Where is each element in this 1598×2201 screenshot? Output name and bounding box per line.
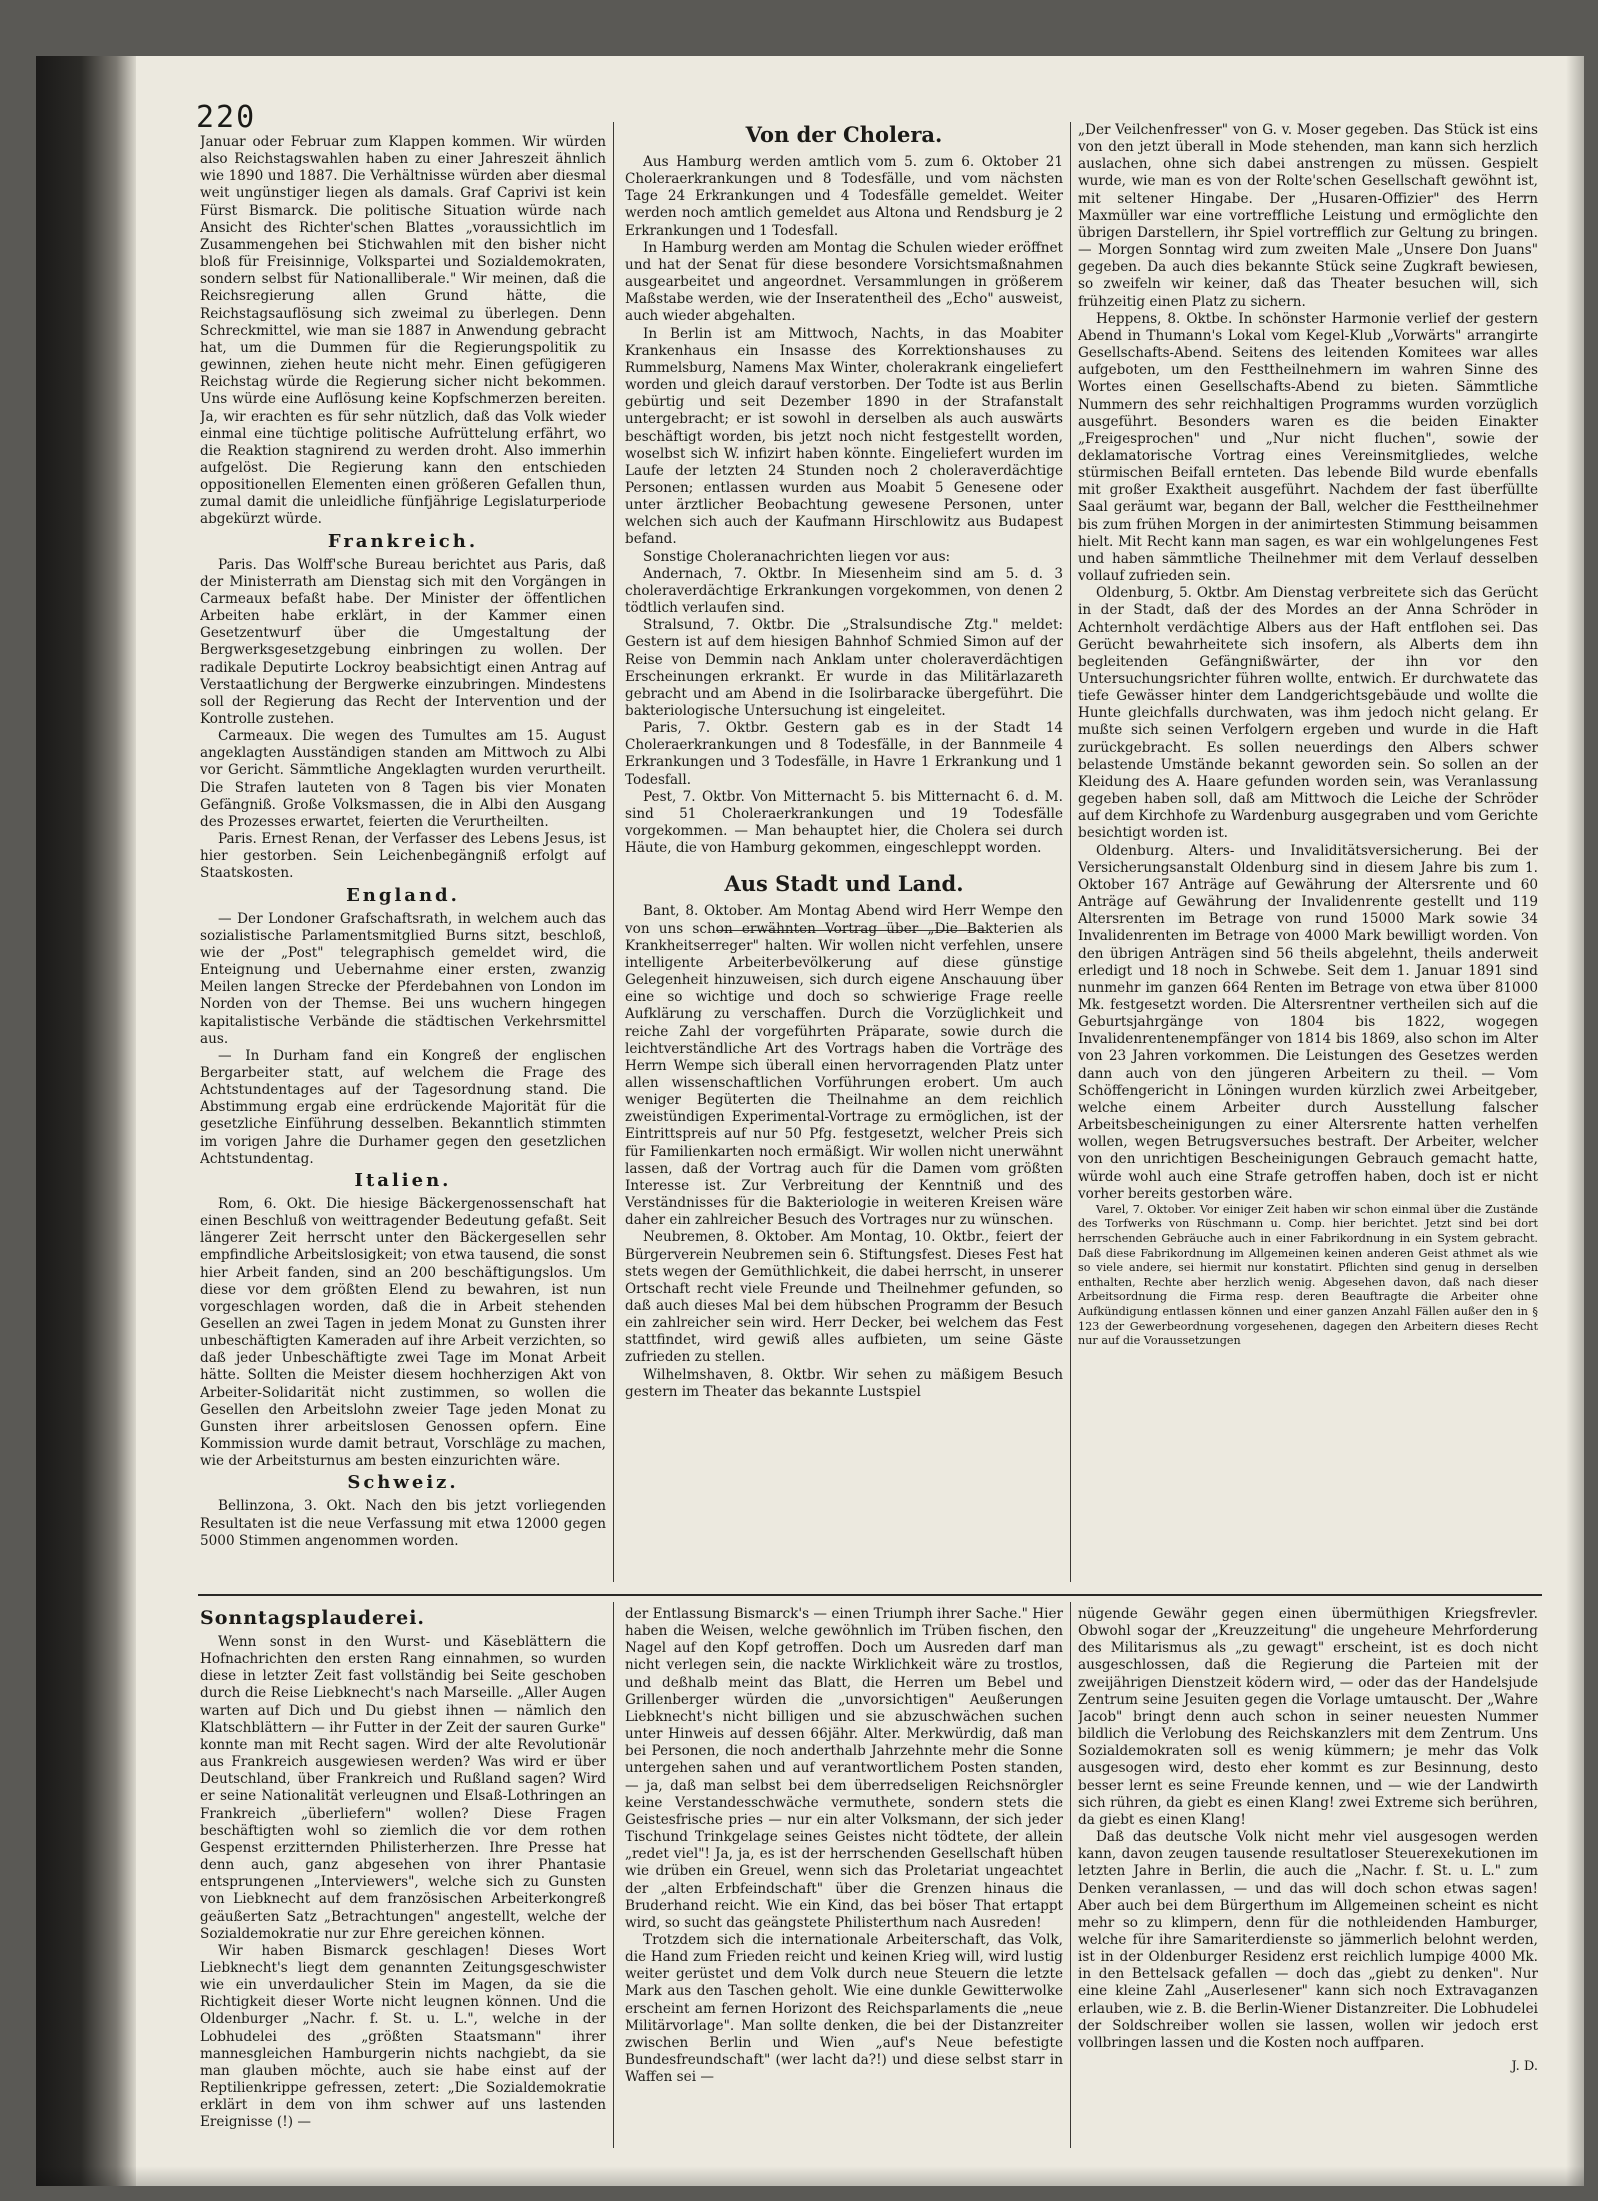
cholera-paris: Paris, 7. Oktbr. Gestern gab es in der Stadt 14 Choleraerkrankungen und 8 Todesfälle, in der Bannmeile 4 Erkrankungen und 3 Todesfälle, in Havre 1 Erkrankung und 1 Todesfall.: [625, 720, 1063, 788]
feuilleton-paragraph-3: der Entlassung Bismarck's — einen Triumph ihrer Sache." Hier haben die Weisen, welche gewöhnlich im Trüben fischen, den Nagel auf den Kopf getroffen. Doch um Ausreden darf man nicht verlegen sein, die nackte Wirklichkeit wäre zu trostlos, und deßhalb meint das Blatt, die Herren um Bebel und Grillenberger würden die „unvorsichtigen" Aeußerungen Liebknecht's nicht billigen und sie abzuschwächen suchen unter Hinweis auf dessen 66jähr. Alter. Merkwürdig, daß man bei Personen, die noch anderthalb Jahrzehnte mehr die Sonne untergehen sahen und auf verantwortlichem Posten standen, — ja, daß man selbst bei dem überredseligen Reichsnörgler keine Verstandesschwäche vermuthete, sondern stets die Geistesfrische pries — nur ein alter Volksmann, der sich jeder Tischund Trinkgelage seines Geistes nicht tödtete, der allein „redet viel"! Ja, ja, es ist der herrschenden Gesellschaft hüben wie drüben ein Greuel, wenn sich das Proletariat ungeachtet der „alten Erbfeindschaft" über die Grenzen hinaus die Bruderhand reicht. Wie ein Kind, das bei böser That ertappt wird, so sucht das geängstete Philisterthum nach Ausreden!: [625, 1606, 1063, 1931]
local-bant: Bant, 8. Oktober. Am Montag Abend wird Herr Wempe den von uns schon erwähnten Vortrag über „Die Bakterien als Krankheitserreger" halten. Wir wollen nicht verfehlen, unsere intelligente Arbeiterbevölkerung auf diese günstige Gelegenheit hinzuweisen, sich durch eigene Anschauung über eine so wichtige und doch so schwierige Frage reelle Aufklärung zu verschaffen. Durch die Vorzüglichkeit und reiche Zahl der vorgeführten Präparate, sowie durch die leichtverständliche Art des Vortrags haben die Vorträge des Herrn Wempe sich überall einen hervorragenden Platz unter allen wissenschaftlichen Vorführungen erobert. Um auch weniger Begüterten die Theilnahme an dem reichlich zweistündigen Experimental-Vortrage zu ermöglichen, ist der Eintrittspreis auf nur 50 Pfg. festgesetzt, welcher Preis sich für Familienkarten noch ermäßigt. Wir wollen nicht unerwähnt lassen, daß der Vortrag auch für die Damen vom größten Interesse ist. Zur Verbreitung der Kenntniß und des Verständnisses für die Bakteriologie in weiteren Kreisen wäre daher ein zahlreicher Besuch des Vortrages nur zu wünschen.: [625, 903, 1063, 1229]
page-number: 220: [196, 100, 257, 135]
article-lead-paragraph: Januar oder Februar zum Klappen kommen. Wir würden also Reichstagswahlen haben zu einer Jahreszeit ähnlich wie 1890 und 1887. Die Verhältnisse würden aber diesmal weit ungünstiger liegen als damals. Graf Caprivi ist kein Fürst Bismarck. Die politische Situation würde nach Ansicht des Richter'schen Blattes „voraussichtlich im Zusammengehen bei Stichwahlen mit den bisher nicht bloß für Freisinnige, Volkspartei und Sozialdemokraten, sondern selbst für Nationalliberale." Wir meinen, daß die Reichsregierung allen Grund hätte, die Reichstagsauflösung sich zweimal zu überlegen. Denn Schreckmittel, wie man sie 1887 in Anwendung gebracht hat, um die Dummen für die Regierungspolitik zu gewinnen, ziehen heute nicht mehr. Einen gefügigeren Reichstag würde die Regierung sicher nicht bekommen. Uns würde eine Auflösung keine Kopfschmerzen bereiten. Ja, wir erachten es für sehr nützlich, daß das Volk wieder einmal eine tüchtige politische Aufrüttelung erfährt, wo die Reaktion stagnirend zu werden droht. Also immerhin aufgelöst. Die Regierung kann den entschieden oppositionellen Elementen einen größeren Gefallen thun, zumal damit die unleidliche fünfjährige Legislaturperiode abgekürzt würde.: [200, 134, 606, 528]
column-rule-3: [613, 1602, 614, 2148]
news-england-1: — Der Londoner Grafschaftsrath, in welchem auch das sozialistische Parlamentsmitglied Burns sitzt, beschloß, wie der „Post" telegraphisch gemeldet wird, die Enteignung und Uebernahme einer ersten, zwanzig Meilen langen Strecke der Pferdebahnen von London im Norden von der Themse. Bei uns wuchern hingegen kapitalistische Verbände die städtischen Verkehrsmittel aus.: [200, 910, 606, 1047]
cholera-berlin: In Berlin ist am Mittwoch, Nachts, in das Moabiter Krankenhaus ein Insasse des Korrektionshauses zu Rummelsburg, Namens Max Winter, cholerakrank eingeliefert worden und gleich darauf verstorben. Der Todte ist aus Berlin gebürtig und seit Dezember 1890 in der Strafanstalt untergebracht; er ist sowohl in derselben als auch auswärts beschäftigt worden, bis jetzt noch nicht festgestellt worden, woselbst sich W. infizirt haben könnte. Eingeliefert wurden im Laufe der letzten 24 Stunden noch 2 choleraverdächtige Personen; entlassen wurden aus Moabit 5 Genesene oder unter ärztlicher Beobachtung gewesene Personen, unter welchen sich auch der Kaufmann Hirschlowitz aus Budapest befand.: [625, 325, 1063, 548]
heading-sonntagsplauderei: Sonntagsplauderei.: [200, 1607, 426, 1629]
news-paris-2: Paris. Ernest Renan, der Verfasser des Lebens Jesus, ist hier gestorben. Sein Leichenbegängniß erfolgt auf Staatskosten.: [200, 831, 606, 882]
local-theater-continued: „Der Veilchenfresser" von G. v. Moser gegeben. Das Stück ist eins von den jetzt überall in Mode stehenden, man kann sich herzlich auslachen, ohne sich dabei anstrengen zu müssen. Gespielt wurde, wie man es von der Rolte'schen Gesellschaft gewöhnt ist, mit seltener Hingabe. Der „Husaren-Offizier" des Herrn Maxmüller war eine vortreffliche Leistung und ermöglichte den übrigen Darstellern, ihr Spiel vortrefflich zur Geltung zu bringen. — Morgen Sonntag wird zum zweiten Male „Unsere Don Juans" gegeben. Da auch dies bekannte Stück seine Zugkraft bewiesen, so zweifeln wir keiner, daß das Theater besuchen will, sich frühzeitig einen Platz zu sichern.: [1078, 122, 1538, 310]
local-oldenburg-insurance: Oldenburg. Alters- und Invaliditätsversicherung. Bei der Versicherungsanstalt Oldenburg sind in diesem Jahre bis zum 1. Oktober 167 Anträge auf Gewährung der Altersrente und 60 Anträge auf Gewährung der Invalidenrente gestellt und 119 Altersrenten im Betrage von rund 15000 Mark sowie 34 Invalidenrenten im Betrage von 4000 Mark bewilligt worden. Von den übrigen Anträgen sind 56 theils abgelehnt, theils anderweit erledigt und 18 noch in Schwebe. Seit dem 1. Januar 1891 sind nunmehr im ganzen 664 Renten im Betrage von etwa über 81000 Mk. festgesetzt worden. Die Altersrentner vertheilen sich auf die Geburtsjahrgänge von 1804 bis 1822, wogegen Invalidenrentenempfänger von 1814 bis 1869, also schon im Alter von 23 Jahren vorkommen. Die Leistungen des Gesetzes werden dann auch von den jüngeren Arbeitern zu theil. — Vom Schöffengericht in Löningen wurden kürzlich zwei Arbeitgeber, welche einem Arbeiter durch Ausstellung falscher Arbeitsbescheinigungen zu einer Altersrente hatten verhelfen wollen, wegen Betrugsversuches bestraft. Der Arbeiter, welcher von den unrichtigen Bescheinigungen Gebrauch gemacht hatte, würde wohl auch eine Strafe getroffen haben, doch ist er nicht vorher bereits gestorben wäre.: [1078, 842, 1538, 1202]
local-wilhelmshaven: Wilhelmshaven, 8. Oktbr. Wir sehen zu mäßigem Besuch gestern im Theater das bekannte Lustspiel: [625, 1366, 1063, 1400]
feuilleton-paragraph-6: Daß das deutsche Volk nicht mehr viel ausgesogen werden kann, davon zeugen tausende resultatloser Steuerexekutionen im letzten Jahre in Berlin, die auch die „Nachr. f. St. u. L." zum Denken veranlassen, — und das will doch schon etwas sagen! Aber auch bei dem Bürgerthum im Allgemeinen scheint es nicht mehr so zu klimpern, denn für die nothleidenden Hamburger, welche für ihre Samariterdienste so jämmerlich belohnt werden, ist in der Oldenburger Residenz erst reichlich lumpige 4000 Mk. in den Bettelsack gefallen — doch das „giebt zu denken". Nur eine kleine Zahl „Auserlesener" kann sich noch Extravaganzen erlauben, wie z. B. die Berlin-Wiener Distanzreiter. Die Lobhudelei der Soldschreiber wollen sie lassen, wollen wir jedoch erst vollbringen lassen und die Kosten noch auffparen.: [1078, 1829, 1538, 2051]
heading-italien: Italien.: [354, 1169, 452, 1191]
book-spine-shadow: [36, 56, 136, 2186]
feuilleton-col-2: [625, 1606, 1063, 2146]
heading-schweiz: Schweiz.: [347, 1472, 459, 1494]
feuilleton-separator: [198, 1594, 1542, 1596]
news-carmeaux: Carmeaux. Die wegen des Tumultes am 15. August angeklagten Ausständigen standen am Mittwoch zu Albi vor Gericht. Sämmtliche Angeklagten wurden verurtheilt. Die Strafen lauteten von 8 Tagen bis vier Monaten Gefängniß. Große Volksmassen, die in Albi den Ausgang des Prozesses erwartet, feierten die Verurtheilten.: [200, 728, 606, 830]
newspaper-page: [36, 56, 1584, 2186]
author-signature: J. D.: [1511, 2059, 1538, 2075]
local-varel: Varel, 7. Oktober. Vor einiger Zeit haben wir schon einmal über die Zustände des Torfwerks von Rüschmann u. Comp. hier berichtet. Jetzt sind bei dort herrschenden Gebräuche auch in einer Fabrikordnung in ein System gebracht. Daß diese Fabrikordnung im Allgemeinen keinen anderen Geist athmet als wie so viele andere, sei hiermit nur konstatirt. Pflichten sind genug in derselben enthalten, Rechte aber herzlich wenig. Abgesehen davon, daß nach dieser Arbeitsordnung die Firma resp. deren Beauftragte die Arbeiter ohne Aufkündigung entlassen können und einer ganzen Anzahl Fällen außer den in § 123 der Gewerbeordnung vorgesehenen, dagegen den Arbeitern dieses Recht nur auf die Voraussetzungen: [1078, 1202, 1538, 1348]
heading-cholera: Von der Cholera.: [745, 122, 943, 147]
column-middle: [625, 122, 1063, 1586]
cholera-hamburg: Aus Hamburg werden amtlich vom 5. zum 6. Oktober 21 Choleraerkrankungen und 8 Todesfälle, und vom nächsten Tage 24 Erkrankungen und 4 Todesfälle gemeldet. Weiter werden noch amtlich gemeldet aus Altona und Rendsburg je 2 Erkrankungen und 1 Todesfall.: [625, 154, 1063, 239]
cholera-schools: In Hamburg werden am Montag die Schulen wieder eröffnet und hat der Senat für diese besondere Vorsichtsmaßnahmen ausgearbeitet und angeordnet. Versammlungen in größerem Maßstabe werden, wie der Inseratentheil des „Echo" ausweist, auch wieder abgehalten.: [625, 239, 1063, 325]
news-bellinzona: Bellinzona, 3. Okt. Nach den bis jetzt vorliegenden Resultaten ist die neue Verfassung mit etwa 12000 gegen 5000 Stimmen angenommen worden.: [200, 1498, 606, 1549]
news-rom: Rom, 6. Okt. Die hiesige Bäckergenossenschaft hat einen Beschluß von weittragender Bedeutung gefaßt. Seit längerer Zeit herrscht unter den Bäckergesellen sehr empfindliche Arbeitslosigkeit; von etwa tausend, die sonst hier Arbeit fanden, sind an 200 beschäftigungslos. Um diese vor dem größten Elend zu bewahren, ist nun vorgeschlagen worden, daß die in Arbeit stehenden Gesellen an zwei Tagen in jedem Monat zu Gunsten ihrer unbeschäftigten Kameraden auf ihre Arbeit verzichten, so daß jeder Unbeschäftigte zwei Tage im Monat Arbeit hätte. Sollten die Meister diesem hochherzigen Akt von Arbeiter-Solidarität nicht zustimmen, so wollen die Gesellen den Arbeitslohn zweier Tage jeden Monat zu Gunsten ihrer arbeitslosen Genossen opfern. Eine Kommission wurde damit betraut, Vorschläge zu machen, wie der Arbeitsturnus am besten einzurichten wäre.: [200, 1195, 606, 1470]
cholera-stralsund: Stralsund, 7. Oktbr. Die „Stralsundische Ztg." meldet: Gestern ist auf dem hiesigen Bahnhof Schmied Simon auf der Reise von Demmin nach Anklam unter choleraverdächtigen Erscheinungen erkrankt. Er wurde in das Militärlazareth gebracht und am Abend in die Isolirbaracke übergeführt. Die bakteriologische Untersuchung ist eingeleitet.: [625, 617, 1063, 719]
local-oldenburg-albers: Oldenburg, 5. Oktbr. Am Dienstag verbreitete sich das Gerücht in der Stadt, daß der des Mordes an der Anna Schröder in Achternholt verdächtige Albers aus der Haft entflohen sei. Das Gerücht bewahrheitete sich insofern, als Alberts dem ihn begleitenden Gefängnißwärter, der ihn vor den Untersuchungsrichter führen wollte, entwich. Er durchwatete das tiefe Gewässer hinter dem Landgerichtsgebäude und wollte die Hunte gleichfalls durchwaten, was ihm jedoch nicht gelang. Er mußte sich seinen Verfolgern ergeben und wurde in die Haft zurückgebracht. Es sollen neuerdings den Albers schwer belastende Umstände bekannt geworden sein. So sollen an der Kleidung des A. Haare gefunden worden sein, was Veranlassung gegeben haben soll, daß am Mittwoch die Leiche der Schröder auf dem Kirchhofe zu Wardenburg ausgegraben und vom Gerichte besichtigt worden ist.: [1078, 585, 1538, 842]
news-paris-1: Paris. Das Wolff'sche Bureau berichtet aus Paris, daß der Ministerrath am Dienstag sich mit den Vorgängen in Carmeaux befaßt habe. Der Minister der öffentlichen Arbeiten habe erklärt, in der Kammer einen Gesetzentwurf über die Umgestaltung der Bergwerksgesetzgebung einbringen zu wollen. Der radikale Deputirte Lockroy beabsichtigt einen Antrag auf Verstaatlichung der Bergwerke einzubringen. Mindestens soll der Regierung das Recht der Intervention und der Kontrolle zustehen.: [200, 556, 606, 727]
feuilleton-paragraph-5: nügende Gewähr gegen einen übermüthigen Kriegsfrevler. Obwohl sogar der „Kreuzzeitung" die ungeheure Mehrforderung des Militarismus als „zu gewagt" erscheint, ist es doch nicht ausgeschlossen, daß die Regierung die Parteien mit der zweijährigen Dienstzeit ködern wird, — oder das der Handelsjude Zentrum seine Jesuiten gegen die Vorlage umtauscht. Der „Wahre Jacob" bringt denn auch schon in seiner neuesten Nummer bildlich die Verlobung des Reichskanzlers mit dem Zentrum. Uns Sozialdemokraten soll es wenig kümmern; je mehr das Volk ausgesogen wird, desto eher kommt es zur Besinnung, desto besser lernt es seine Freunde kennen, und — wie der Landwirth sich rühren, da giebt es einen Klang! zwei Extreme sich berühren, da giebt es einen Klang!: [1078, 1606, 1538, 1828]
feuilleton-col-1: [200, 1606, 606, 2146]
column-left: [200, 134, 606, 1586]
cholera-andernach: Andernach, 7. Oktbr. In Miesenheim sind am 5. d. 3 choleraverdächtige Erkrankungen vorgekommen, von denen 2 tödtlich verlaufen sind.: [625, 565, 1063, 617]
cholera-other-intro: Sonstige Choleranachrichten liegen vor aus:: [643, 548, 951, 565]
heading-frankreich: Frankreich.: [327, 530, 479, 552]
feuilleton-paragraph-1: Wenn sonst in den Wurst- und Käseblättern die Hofnachrichten den ersten Rang einnahmen, so wurden diese in letzter Zeit fast vollständig bei Seite geschoben durch die Reise Liebknecht's nach Marseille. „Aller Augen warten auf Dich und Du giebst ihnen — nämlich den Klatschblättern — ihr Futter in der Zeit der sauren Gurke" konnte man mit Recht sagen. Wird der alte Revolutionär aus Frankreich ausgewiesen werden? Was wird er über Deutschland, über Frankreich und Rußland sagen? Wird er seine Nationalität verleugnen und Elsaß-Lothringen an Frankreich „überliefern" wollen? Diese Fragen beschäftigten wohl so ziemlich die vor dem rothen Gespenst erzitternden Philisterherzen. Ihre Presse hat denn auch, ganz abgesehen von ihrer Phantasie entsprungenen „Interviewers", welche sich zu Gunsten von Liebknecht auf dem französischen Arbeiterkongreß geäußerten Satz „Betrachtungen" angestellt, welche der Sozialdemokratie nur zur Ehre gereichen können.: [200, 1634, 606, 1942]
heading-england: England.: [346, 884, 460, 906]
column-rule-2: [1070, 122, 1071, 1582]
heading-stadt-und-land: Aus Stadt und Land.: [724, 871, 964, 897]
column-rule-1: [613, 122, 614, 1582]
page-bottom-shadow: [36, 2166, 1584, 2186]
feuilleton-col-3: [1078, 1606, 1538, 2146]
local-heppens: Heppens, 8. Oktbe. In schönster Harmonie verlief der gestern Abend in Thumann's Lokal vom Kegel-Klub „Vorwärts" arrangirte Gesellschafts-Abend. Seitens des leitenden Komitees war alles aufgeboten, um den Festtheilnehmern im wahren Sinne des Wortes einen Gesellschafts-Abend zu bieten. Sämmtliche Nummern des sehr reichhaltigen Programms wurden vorzüglich ausgeführt. Besonders waren es die beiden Einakter „Freigesprochen" und „Nur nicht fluchen", sowie der deklamatorische Vortrag eines Vereinsmitgliedes, welche stürmischen Beifall ernteten. Das lebende Bild wurde ebenfalls mit großer Exaktheit ausgeführt. Nachdem der fast überfüllte Saal geräumt war, begann der Ball, welcher die Festtheilnehmer bis zum frühen Morgen in der animirtesten Stimmung beisammen hielt. Mit Recht kann man sagen, es war ein wohlgelungenes Fest und haben sämmtliche Theilnehmer mit dem Verlauf desselben vollauf zufrieden sein.: [1078, 310, 1538, 585]
news-england-2: — In Durham fand ein Kongreß der englischen Bergarbeiter statt, auf welchem die Frage des Achtstundentages auf der Tagesordnung stand. Die Abstimmung ergab eine erdrückende Majorität für die gesetzliche Einführung desselben. Bekanntlich stimmten im vorigen Jahre die Durhamer gegen den gesetzlichen Achtstundentag.: [200, 1047, 606, 1167]
page-edge-shadow: [1566, 56, 1584, 2186]
feuilleton-paragraph-4: Trotzdem sich die internationale Arbeiterschaft, das Volk, die Hand zum Frieden reicht und keinen Krieg will, wird lustig weiter gerüstet und dem Volk durch neue Steuern die letzte Mark aus den Taschen geholt. Wie eine dunkle Gewitterwolke erscheint am fernen Horizont des Reichsparlaments die „neue Militärvorlage". Man sollte denken, die bei der Distanzreiter zwischen Berlin und Wien „auf's Neue befestigte Bundesfreundschaft" (wer lacht da?!) und diese selbst starr in Waffen sei —: [625, 1931, 1063, 2086]
column-rule-4: [1070, 1602, 1071, 2148]
feuilleton-paragraph-2: Wir haben Bismarck geschlagen! Dieses Wort Liebknecht's liegt dem genannten Zeitungsgeschwister wie ein unverdaulicher Stein im Magen, da sie die Richtigkeit dieser Worte nicht leugnen können. Und die Oldenburger „Nachr. f. St. u. L.", welche in der Lobhudelei des „größten Staatsmann" ihrer mannesgleichen Hamburgerin nichts nachgiebt, da sie man glauben möchte, auch sie habe einst auf der Reptilienkrippe gefressen, zetert: „Die Sozialdemokratie erklärt in dem von ihm schwer auf uns lastenden Ereignisse (!) —: [200, 1942, 606, 2131]
column-right: [1078, 122, 1538, 1586]
cholera-pest: Pest, 7. Oktbr. Von Mitternacht 5. bis Mitternacht 6. d. M. sind 51 Choleraerkrankungen und 19 Todesfälle vorgekommen. — Man behauptet hier, die Cholera sei durch Häute, die von Hamburg gekommen, eingeschleppt worden.: [625, 788, 1063, 857]
local-neubremen: Neubremen, 8. Oktober. Am Montag, 10. Oktbr., feiert der Bürgerverein Neubremen sein 6. Stiftungsfest. Dieses Fest hat stets wegen der Gemüthlichkeit, die dabei herrscht, in unserer Ortschaft recht viele Freunde und Theilnehmer gefunden, so daß auch dieses Mal bei dem hübschen Programm der Besuch ein zahlreicher sein wird. Herr Decker, bei welchem das Fest stattfindet, wird gewiß alles aufbieten, um seine Gäste zufrieden zu stellen.: [625, 1229, 1063, 1366]
